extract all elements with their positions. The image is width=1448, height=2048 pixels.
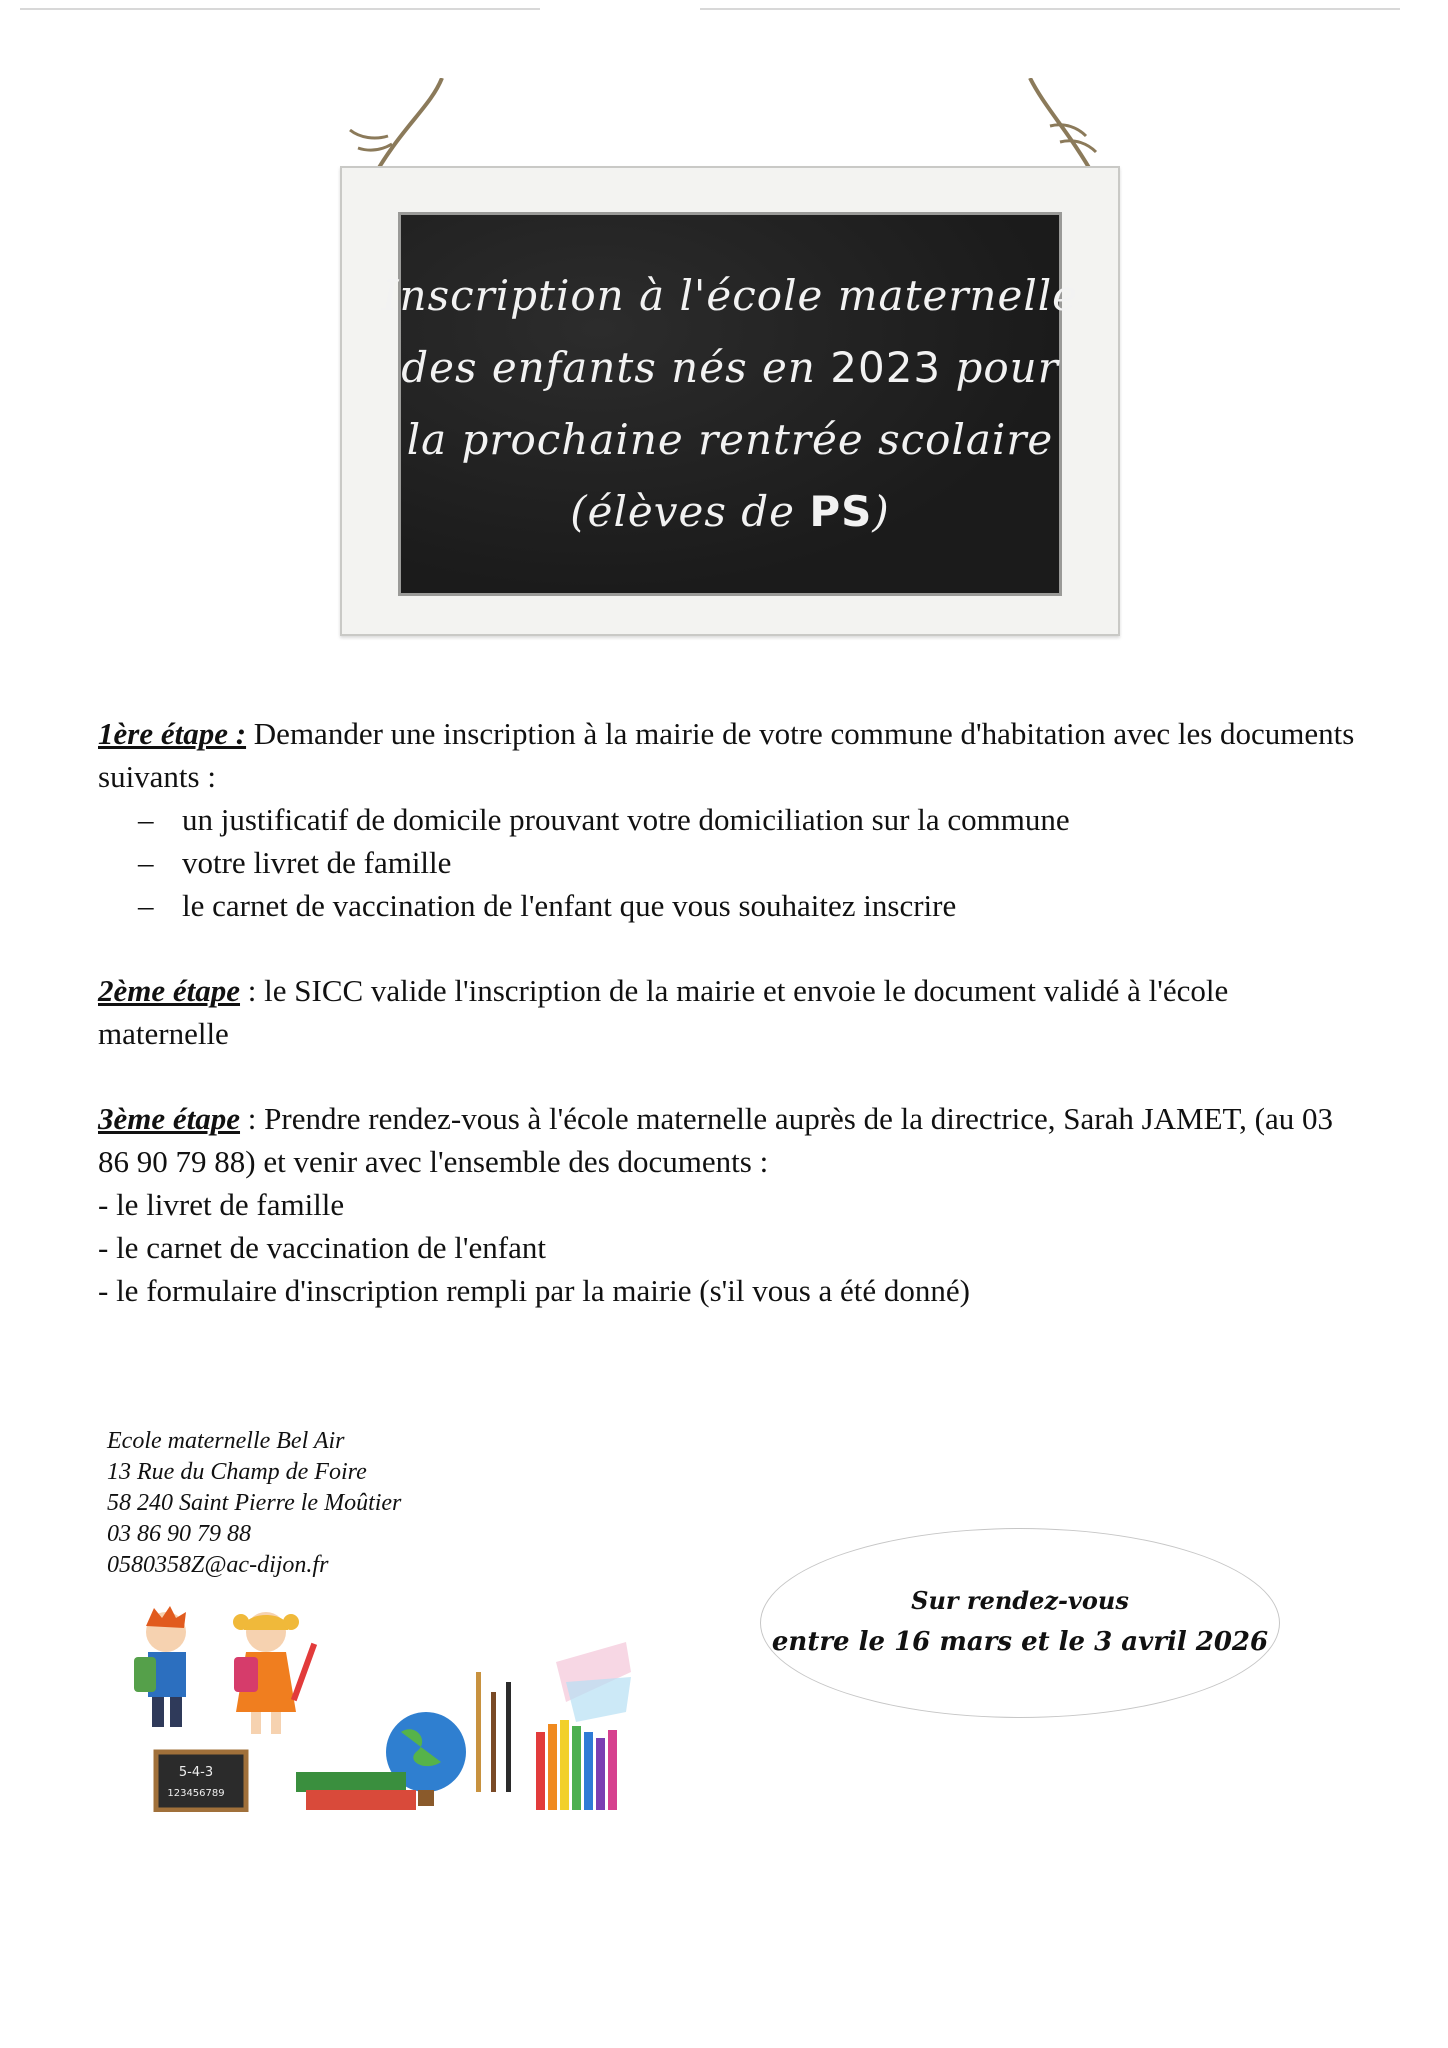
paint-brushes-icon: [476, 1672, 511, 1792]
step-2: [98, 969, 1358, 1055]
school-address: [107, 1426, 401, 1581]
step-2-text: : le SICC valide l'inscription de la mairie et envoie le document validé à l'école maternelle: [98, 973, 1229, 1051]
board-line2-text: des enfants nés en: [401, 343, 831, 392]
dash-bullet: –: [138, 845, 154, 880]
scan-edge-left: [20, 8, 540, 10]
step-3-title: 3ème étape: [98, 1101, 241, 1136]
list-item: [138, 884, 1358, 927]
list-item: - le formulaire d'inscription rempli par la mairie (s'il vous a été donné): [98, 1273, 970, 1308]
boy-figure-icon: [134, 1606, 186, 1727]
appointment-title: Sur rendez-vous: [911, 1586, 1129, 1615]
list-item-text: votre livret de famille: [182, 845, 452, 880]
board-line4-text: (élèves de: [570, 487, 810, 536]
step-3-text: : Prendre rendez-vous à l'école maternelle auprès de la directrice, Sarah JAMET, (au 03 86 90 79 88) et venir avec l'ensemble des documents :: [98, 1101, 1333, 1179]
list-item: - le livret de famille: [98, 1187, 345, 1222]
step-2-title: 2ème étape: [98, 973, 241, 1008]
slate-text-1: 5-4-3: [178, 1765, 214, 1780]
slate-text-2: 123456789: [167, 1788, 225, 1799]
school-children-illustration: [96, 1602, 636, 1812]
school-email[interactable]: 0580358Z@ac-dijon.fr: [107, 1552, 329, 1578]
school-name: Ecole maternelle Bel Air: [107, 1428, 345, 1454]
list-item: [138, 841, 1358, 884]
scan-edge-right: [700, 8, 1400, 10]
books-icon: [296, 1772, 416, 1810]
chalkboard-frame: [340, 166, 1120, 636]
step-1-document-list: [98, 798, 1358, 927]
appointment-oval: [760, 1528, 1280, 1718]
registration-steps: [98, 712, 1358, 1312]
step-3: [98, 1097, 1358, 1183]
girl-figure-icon: [233, 1612, 317, 1734]
list-item: [138, 798, 1358, 841]
colored-pencils-icon: [536, 1642, 631, 1810]
dash-bullet: –: [138, 888, 154, 923]
list-item: - le carnet de vaccination de l'enfant: [98, 1230, 546, 1265]
slate-icon: [156, 1752, 246, 1810]
board-line4-end: ): [872, 487, 890, 536]
step-1-title: 1ère étape :: [98, 716, 247, 751]
board-ps-label: PS: [809, 487, 873, 536]
school-phone: 03 86 90 79 88: [107, 1521, 251, 1547]
step-1-text: Demander une inscription à la mairie de votre commune d'habitation avec les documents suivants :: [98, 716, 1355, 794]
appointment-dates: entre le 16 mars et le 3 avril 2026: [771, 1627, 1269, 1657]
board-title-line-3: la prochaine rentrée scolaire: [406, 415, 1054, 464]
school-street: 13 Rue du Champ de Foire: [107, 1459, 367, 1485]
dash-bullet: –: [138, 802, 154, 837]
step-1: [98, 712, 1358, 798]
list-item-text: le carnet de vaccination de l'enfant que vous souhaitez inscrire: [182, 888, 957, 923]
board-title-line-2: [401, 332, 1059, 404]
chalkboard: [381, 212, 1079, 596]
list-item-text: un justificatif de domicile prouvant votre domiciliation sur la commune: [182, 802, 1070, 837]
school-city: 58 240 Saint Pierre le Moûtier: [107, 1490, 402, 1516]
board-title-line-4: [570, 476, 890, 548]
step-3-document-list: [98, 1183, 1358, 1312]
board-year: 2023: [830, 343, 942, 392]
chalkboard-header: [330, 78, 1130, 648]
board-title-line-1: Inscription à l'école maternelle: [381, 271, 1079, 320]
board-line2-end: pour: [941, 343, 1059, 392]
